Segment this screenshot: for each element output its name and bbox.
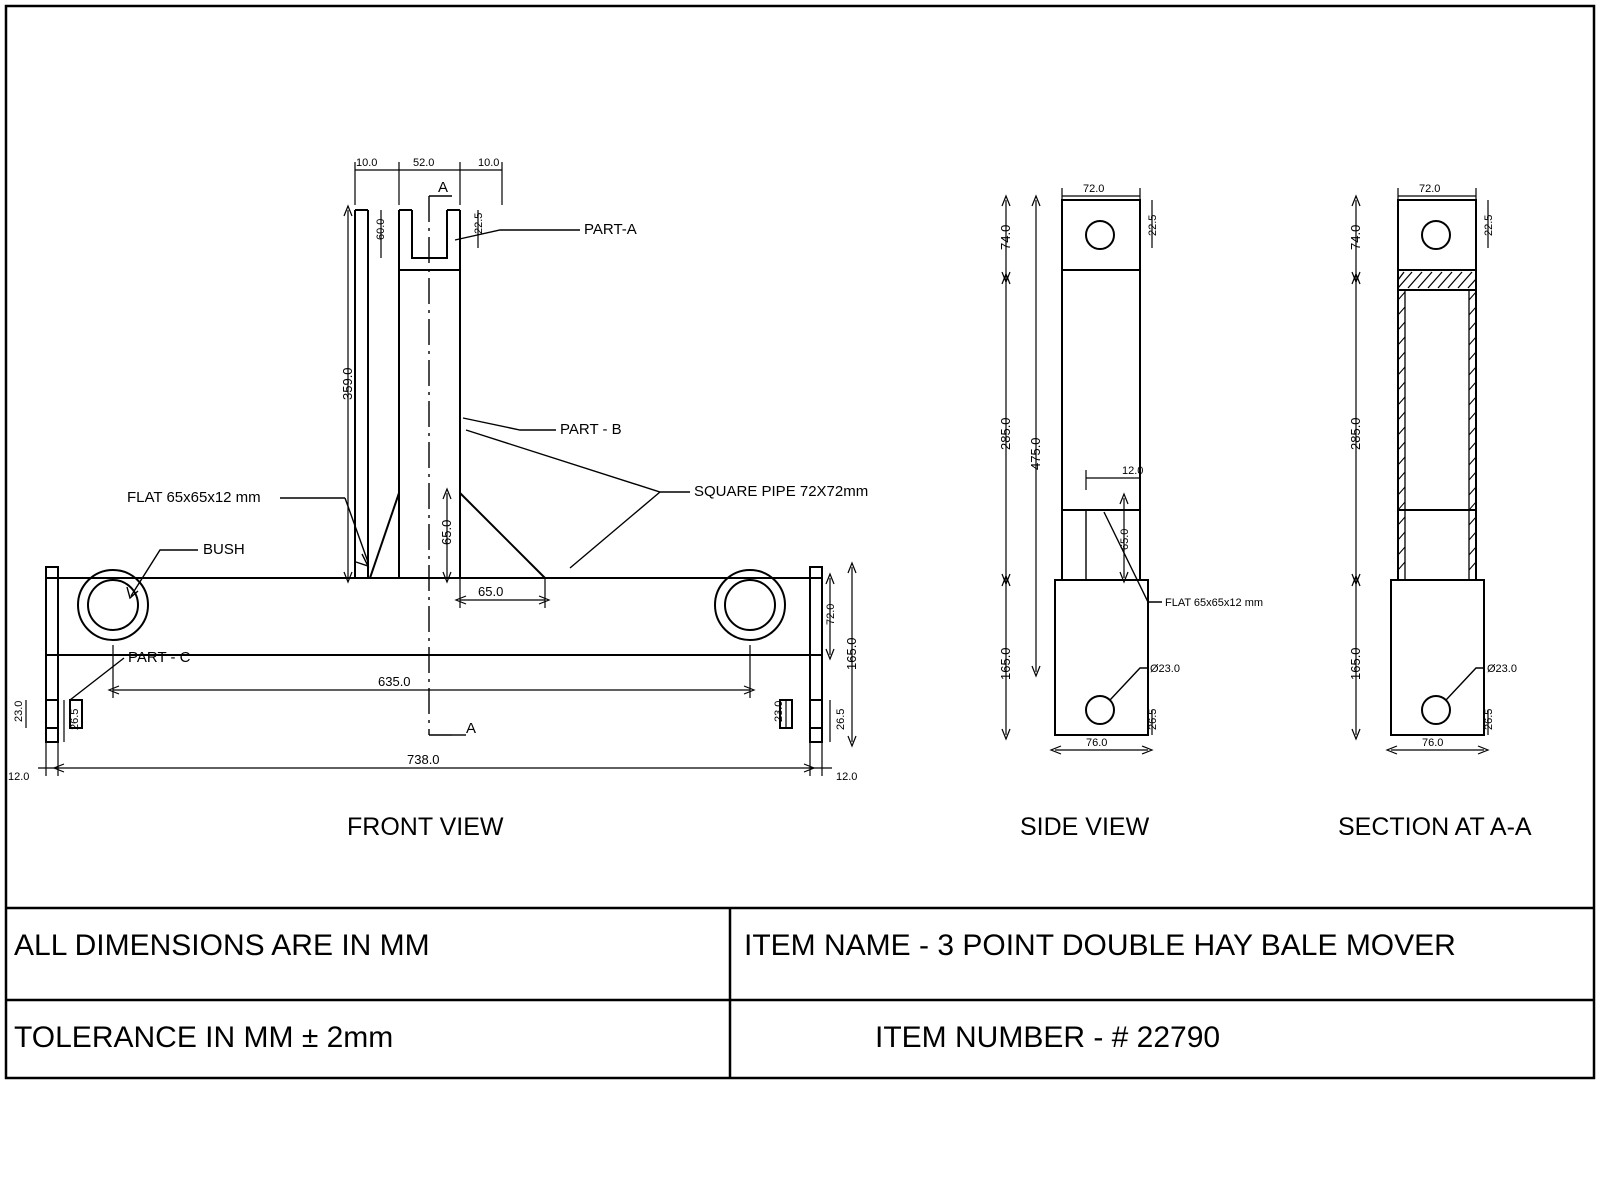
view-title-section: SECTION AT A-A: [1338, 813, 1532, 841]
dim-top-slot-width: 52.0: [413, 157, 435, 169]
section-mark-bottom: A: [466, 720, 477, 737]
front-leader-part-b: [463, 418, 622, 438]
dim-side-top-hole-offset: 22.5: [1147, 214, 1159, 236]
side-view-dimensions: [998, 183, 1263, 754]
dim-left-plate-thk: 12.0: [8, 771, 30, 783]
dim-left-lug-a: 23.0: [13, 700, 25, 722]
dim-slot-depth: 60.0: [375, 218, 387, 240]
note-all-dimensions: ALL DIMENSIONS ARE IN MM: [14, 929, 430, 962]
dim-sec-lower-height: 165.0: [1348, 647, 1363, 680]
dim-side-flat-thk: 12.0: [1122, 465, 1144, 477]
dim-beam-height: 72.0: [825, 603, 837, 625]
front-dim-bush-centers: [109, 645, 754, 698]
leader-label-bush: BUSH: [203, 541, 245, 558]
dim-right-lug-b: 26.5: [835, 708, 847, 730]
front-leader-part-c: [70, 649, 191, 700]
section-view-dimensions: [1348, 183, 1517, 754]
dim-sec-bottom-hole-offset: 26.5: [1483, 708, 1495, 730]
front-dim-slot-depth: [375, 210, 387, 258]
dim-sec-top-hole-offset: 22.5: [1483, 214, 1495, 236]
front-dim-post-height: [340, 206, 355, 582]
note-tolerance: TOLERANCE IN MM ± 2mm: [14, 1021, 394, 1054]
dim-side-upper-height: 74.0: [998, 224, 1013, 250]
view-title-side: SIDE VIEW: [1020, 813, 1150, 841]
dim-side-top-width: 72.0: [1083, 183, 1105, 195]
leader-label-part-a: PART-A: [584, 221, 637, 238]
item-name: ITEM NAME - 3 POINT DOUBLE HAY BALE MOVER: [744, 929, 1456, 962]
leader-label-flat: FLAT 65x65x12 mm: [127, 489, 261, 506]
dim-side-total-height: 475.0: [1028, 437, 1043, 470]
dim-side-hole-dia: Ø23.0: [1150, 663, 1180, 675]
leader-label-part-b: PART - B: [560, 421, 622, 438]
front-dim-gusset-height: [439, 489, 454, 582]
dim-sec-hole-dia: Ø23.0: [1487, 663, 1517, 675]
dim-post-height: 359.0: [340, 367, 355, 400]
dim-side-lower-height: 165.0: [998, 647, 1013, 680]
front-view-section-marks: [429, 179, 476, 737]
dim-left-lug-b: 26.5: [69, 708, 81, 730]
front-dim-overall-length: [8, 742, 857, 783]
section-mark-top: A: [438, 179, 449, 196]
dim-sec-top-width: 72.0: [1419, 183, 1441, 195]
dim-overall-length: 738.0: [407, 752, 440, 767]
view-title-front: FRONT VIEW: [347, 813, 504, 841]
dim-top-left-gap: 10.0: [356, 157, 378, 169]
dim-gusset-height: 65.0: [439, 519, 454, 545]
section-view-geometry: [1391, 200, 1484, 735]
leader-label-part-c: PART - C: [128, 649, 191, 666]
dim-right-plate-thk: 12.0: [836, 771, 858, 783]
front-leader-square-pipe: [466, 430, 868, 568]
dim-overall-right-height: 165.0: [844, 637, 859, 670]
leader-label-side-flat: FLAT 65x65x12 mm: [1165, 597, 1264, 609]
front-dim-top-right-height: [473, 210, 485, 248]
dim-gusset-width: 65.0: [478, 584, 504, 599]
dim-side-base-width: 76.0: [1086, 737, 1108, 749]
front-dim-gusset-width: [456, 578, 549, 608]
dim-sec-upper-height: 74.0: [1348, 224, 1363, 250]
dim-side-flat-height: 65.0: [1119, 528, 1131, 550]
dim-top-right-height: 22.5: [473, 212, 485, 234]
dim-top-right-gap: 10.0: [478, 157, 500, 169]
leader-label-square-pipe: SQUARE PIPE 72X72mm: [694, 483, 869, 500]
dim-bush-centers: 635.0: [378, 674, 411, 689]
dim-right-lug-a: 23.0: [773, 700, 785, 722]
dim-side-mid-height: 285.0: [998, 417, 1013, 450]
dim-sec-mid-height: 285.0: [1348, 417, 1363, 450]
item-number: ITEM NUMBER - # 22790: [875, 1021, 1221, 1054]
dim-side-bottom-hole-offset: 26.5: [1147, 708, 1159, 730]
front-leader-flat: [127, 489, 368, 566]
dim-sec-base-width: 76.0: [1422, 737, 1444, 749]
front-dim-beam-height: [825, 574, 837, 659]
